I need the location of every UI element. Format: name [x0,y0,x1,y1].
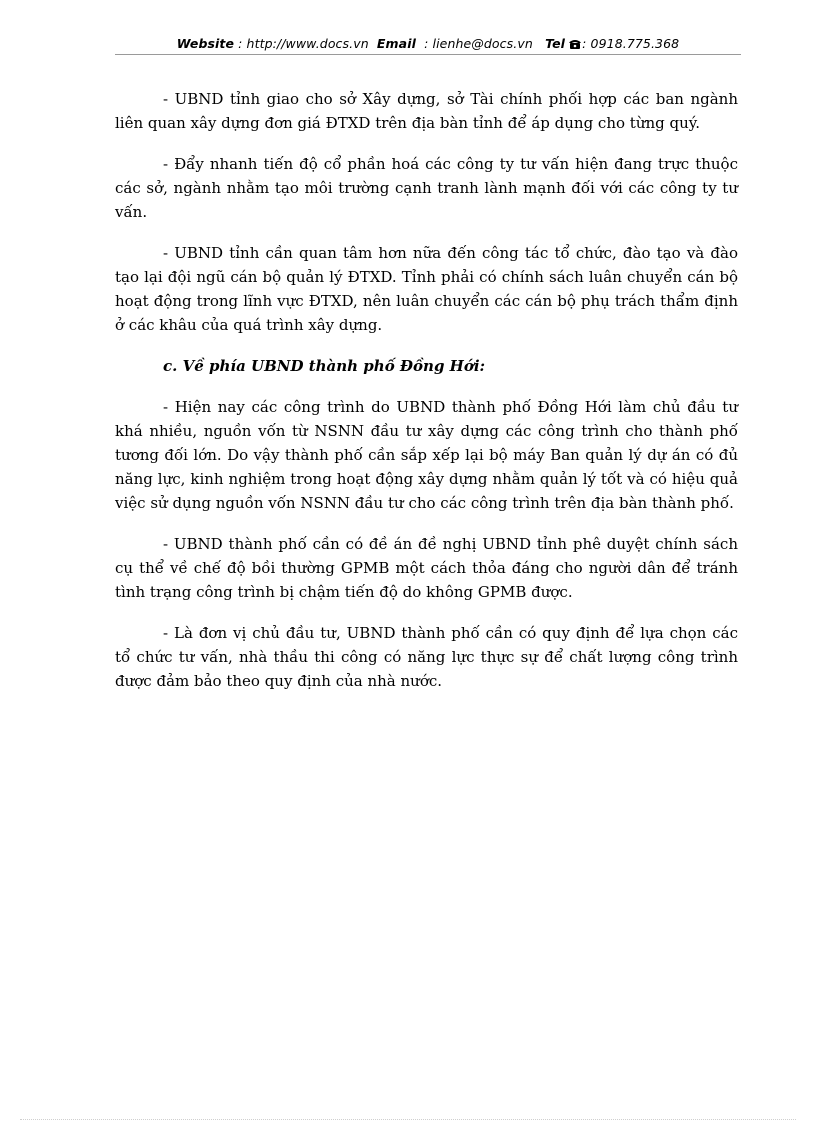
paragraph-4: - Hiện nay các công trình do UBND thành phố Đồng Hới làm chủ đầu tư khá nhiều, nguồn vốn từ NSNN đầu tư xây dựng các công trình cho thành phố tương đối lớn. Do vậy thành phố cần sắp xếp lại bộ máy Ban quản lý dự án có đủ năng lực, kinh nghiệm trong hoạt động xây dựng nhằm quản lý tốt và có hiệu quả việc sử dụng nguồn vốn NSNN đầu tư cho các công trình trên địa bàn thành phố. [115,398,738,512]
email-label: Email [376,36,416,51]
page-header [115,36,741,51]
paragraph-2: - Đẩy nhanh tiến độ cổ phần hoá các công ty tư vấn hiện đang trực thuộc các sở, ngành nhằm tạo môi trường cạnh tranh lành mạnh đối với các công ty tư vấn. [115,155,738,221]
section-heading-c: c. Về phía UBND thành phố Đồng Hới: [163,357,486,375]
email-value: : lienhe@docs.vn [424,36,533,51]
paragraph-6: - Là đơn vị chủ đầu tư, UBND thành phố cần có quy định để lựa chọn các tổ chức tư vấn, nhà thầu thi công có năng lực thực sự để chất lượng công trình được đảm bảo theo quy định của nhà nước. [115,624,738,690]
header-divider [115,54,741,55]
paragraph-1: - UBND tỉnh giao cho sở Xây dựng, sở Tài chính phối hợp các ban ngành liên quan xây dựng đơn giá ĐTXD trên địa bàn tỉnh để áp dụng cho từng quý. [115,90,738,132]
paragraph-3: - UBND tỉnh cần quan tâm hơn nữa đến công tác tổ chức, đào tạo và đào tạo lại đội ngũ cán bộ quản lý ĐTXD. Tỉnh phải có chính sách luân chuyển cán bộ hoạt động trong lĩnh vực ĐTXD, nên luân chuyển các cán bộ phụ trách thẩm định ở các khâu của quá trình xây dựng. [115,244,738,334]
tel-label: Tel [545,36,566,51]
website-label: Website [176,36,235,51]
paragraph-5: - UBND thành phố cần có đề án đề nghị UBND tỉnh phê duyệt chính sách cụ thể về chế độ bồi thường GPMB một cách thỏa đáng cho người dân để tránh tình trạng công trình bị chậm tiến độ do không GPMB được. [115,535,738,601]
page-bottom-border [20,1119,796,1120]
tel-value: : 0918.775.368 [582,36,680,51]
website-value: : http://www.docs.vn [238,36,369,51]
document-body [115,87,738,710]
telephone-icon [569,37,581,47]
